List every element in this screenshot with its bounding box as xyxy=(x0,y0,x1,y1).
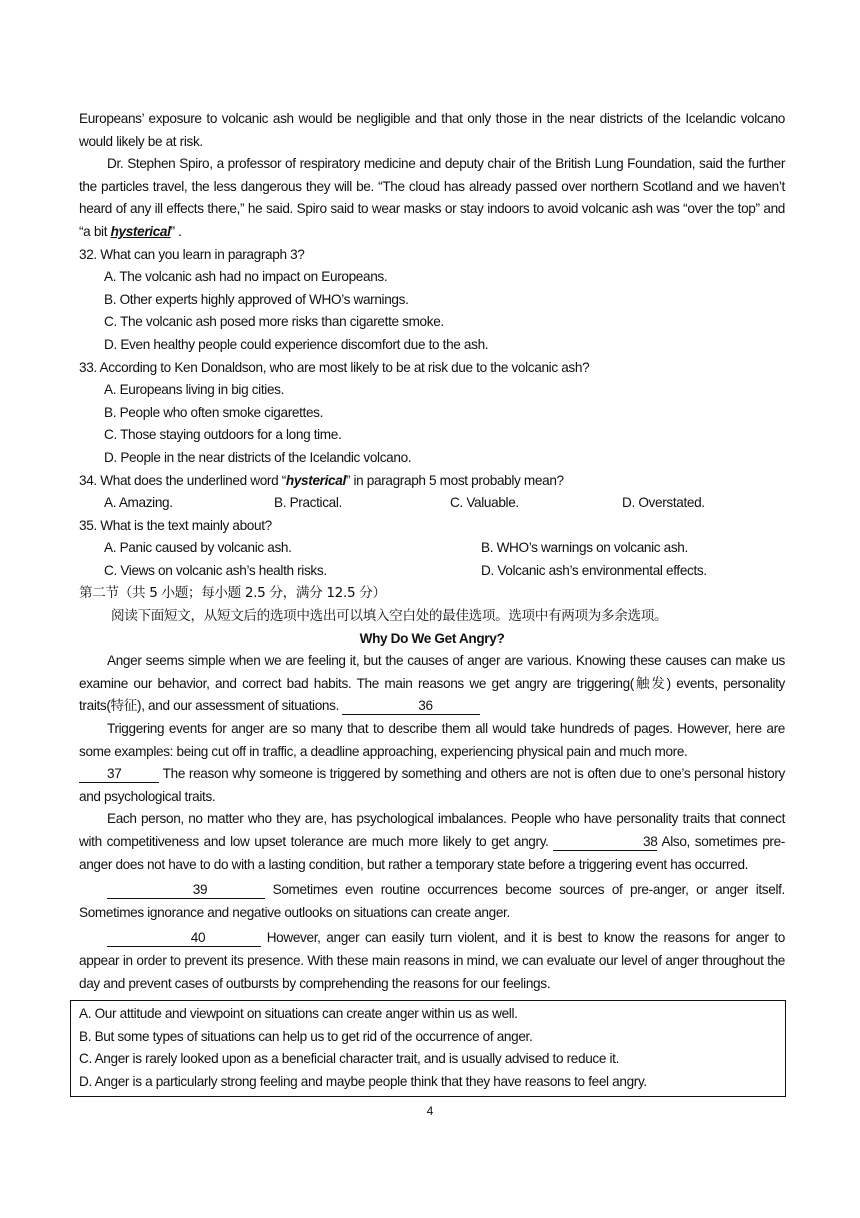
exam-page xyxy=(79,108,785,1097)
question-33-option-c: C. Those staying outdoors for a long time. xyxy=(104,427,342,443)
question-34-option-c: C. Valuable. xyxy=(450,495,519,511)
passage-paragraph-end: Europeans’ exposure to volcanic ash would be negligible and that only those in the near districts of the Icelandic volcano would likely be at risk. xyxy=(79,111,785,149)
question-35-options-row-2 xyxy=(79,560,785,583)
question-33-option-b: B. People who often smoke cigarettes. xyxy=(104,404,324,420)
blank-40: 40 xyxy=(107,929,261,947)
question-34-option-b: B. Practical. xyxy=(274,495,342,511)
question-35-option-b: B. WHO’s warnings on volcanic ash. xyxy=(481,540,688,556)
question-35-options-row-1 xyxy=(79,537,785,560)
question-35-option-a: A. Panic caused by volcanic ash. xyxy=(104,540,292,556)
page-number: 4 xyxy=(426,1104,434,1118)
blank-37: 37 xyxy=(79,765,159,783)
question-34-stem: 34. What does the underlined word “hysterical” in paragraph 5 most probably mean? xyxy=(79,472,564,488)
article-paragraph-2: Triggering events for anger are so many that to describe them all would take hundreds of pages. However, here are some examples: being cut off in traffic, a deadline approaching, experiencing physical pain and much more. 37 The reason why someone is triggered by something and others are not is often due to one’s personal history and psychological traits. xyxy=(79,721,785,804)
question-35-option-d: D. Volcanic ash’s environmental effects. xyxy=(481,562,707,578)
question-32-stem: 32. What can you learn in paragraph 3? xyxy=(79,246,305,262)
article-paragraph-4: 39 Sometimes even routine occurrences become sources of pre-anger, or anger itself. Sometimes ignorance and negative outlooks on situations can create anger. xyxy=(79,882,785,920)
blank-36: 36 xyxy=(342,697,480,715)
article-paragraph-3: Each person, no matter who they are, has psychological imbalances. People who have personality traits that connect with competitiveness and low upset tolerance are much more likely to get angry. 38 Also, sometimes pre-anger does not have to do with a lasting condition, but rather a temporary state before a triggering event has occurred. xyxy=(79,811,785,872)
question-34-options xyxy=(79,492,785,515)
question-32-option-a: A. The volcanic ash had no impact on Europeans. xyxy=(104,269,388,285)
options-box xyxy=(70,1000,786,1096)
option-c: C. Anger is rarely looked upon as a beneficial character trait, and is usually advised to reduce it. xyxy=(79,1051,620,1067)
question-35-option-c: C. Views on volcanic ash’s health risks. xyxy=(104,562,327,578)
article-paragraph-1: Anger seems simple when we are feeling it, but the causes of anger are various. Knowing these causes can make us examine our behavior, and correct bad habits. The main reasons we get angry are triggering(触发) events, personality traits(特征), and our assessment of situations. 36 xyxy=(79,653,785,714)
underlined-word: hysterical xyxy=(110,223,171,239)
article-paragraph-5: 40 However, anger can easily turn violent, and it is best to know the reasons for anger to appear in order to prevent its presence. With these main reasons in mind, we can evaluate our level of anger throughout the day and prevent cases of outbursts by comprehending the reasons for our feelings. xyxy=(79,930,785,991)
question-33-option-a: A. Europeans living in big cities. xyxy=(104,382,285,398)
section-2-instruction: 阅读下面短文，从短文后的选项中选出可以填入空白处的最佳选项。选项中有两项为多余选项。 xyxy=(111,608,668,625)
article-title: Why Do We Get Angry? xyxy=(359,630,505,646)
question-32-option-d: D. Even healthy people could experience discomfort due to the ash. xyxy=(104,336,489,352)
question-32-option-b: B. Other experts highly approved of WHO’s warnings. xyxy=(104,291,409,307)
section-2-header: 第二节（共 5 小题；每小题 2.5 分，满分 12.5 分） xyxy=(79,585,386,602)
question-33-option-d: D. People in the near districts of the Icelandic volcano. xyxy=(104,449,412,465)
question-34-word: hysterical xyxy=(285,472,346,488)
question-35-stem: 35. What is the text mainly about? xyxy=(79,517,272,533)
blank-39: 39 xyxy=(107,881,265,899)
option-b: B. But some types of situations can help us to get rid of the occurrence of anger. xyxy=(79,1028,533,1044)
question-33-stem: 33. According to Ken Donaldson, who are most likely to be at risk due to the volcanic ash? xyxy=(79,359,590,375)
question-34-option-a: A. Amazing. xyxy=(104,495,173,511)
question-32-option-c: C. The volcanic ash posed more risks than cigarette smoke. xyxy=(104,314,444,330)
option-d: D. Anger is a particularly strong feeling and maybe people think that they have reasons to feel angry. xyxy=(79,1073,647,1089)
passage-paragraph-5: Dr. Stephen Spiro, a professor of respiratory medicine and deputy chair of the British Lung Foundation, said the further the particles travel, the less dangerous they will be. “The cloud has already passed over northern Scotland and we haven’t heard of any ill effects there,” he said. Spiro said to wear masks or stay indoors to avoid volcanic ash was “over the top” and “a bit hysterical” . xyxy=(79,156,785,239)
question-34-option-d: D. Overstated. xyxy=(622,495,705,511)
option-a: A. Our attitude and viewpoint on situations can create anger within us as well. xyxy=(79,1006,518,1022)
blank-38: 38 xyxy=(553,833,657,851)
